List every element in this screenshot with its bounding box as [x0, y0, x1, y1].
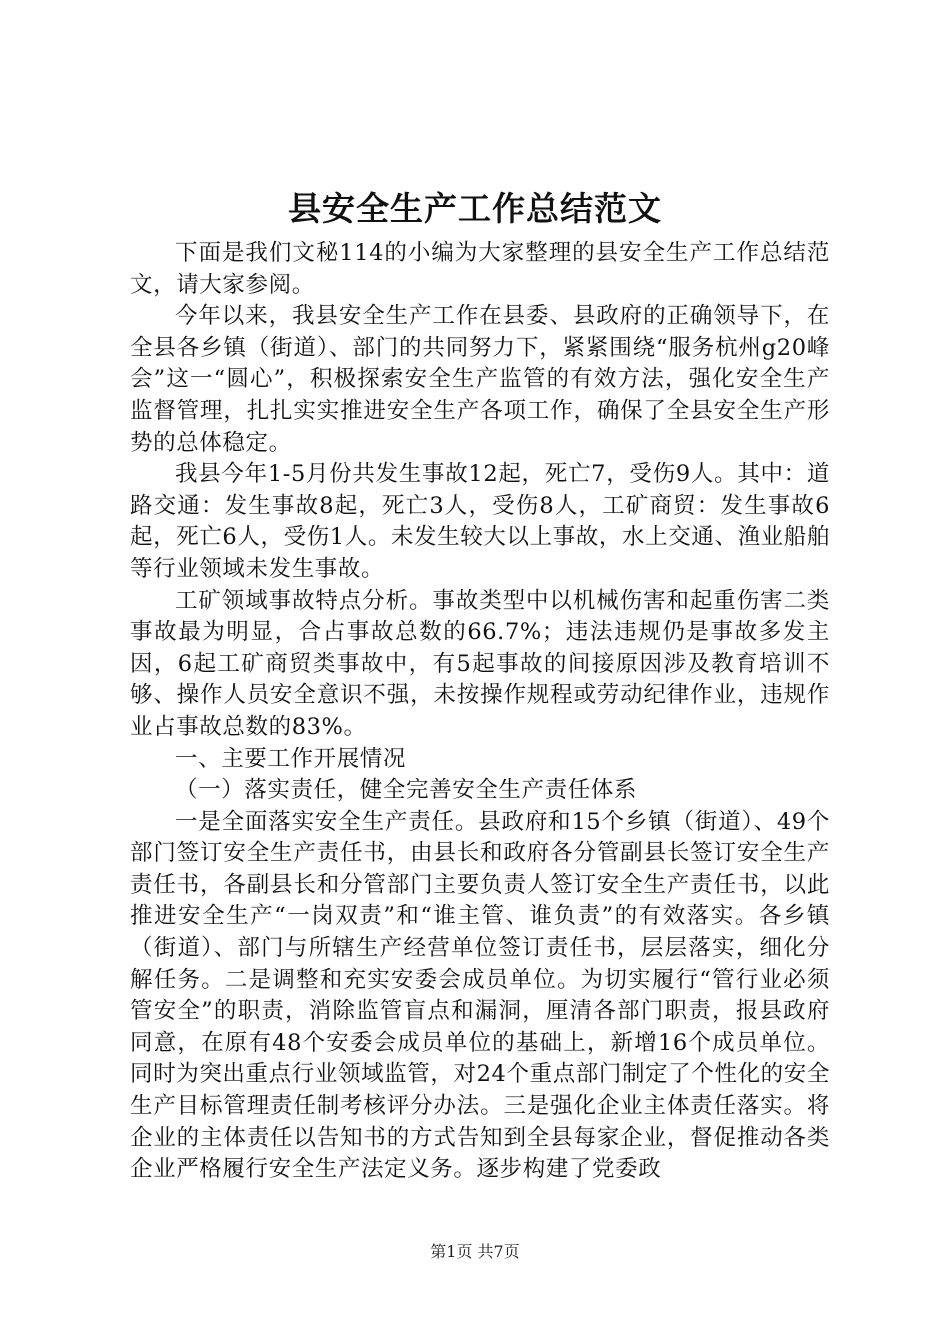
document-body	[130, 238, 830, 1186]
subsection-heading: （一）落实责任，健全完善安全生产责任体系	[175, 777, 638, 804]
accident-analysis-paragraph: 工矿领域事故特点分析。事故类型中以机械伤害和起重伤害二类事故最为明显，合占事故总数的66.7%；违法违规仍是事故多发主因，6起工矿商贸类事故中，有5起事故的间接原因涉及教育培训不够、操作人员安全意识不强，未按操作规程或劳动纪律作业，违规作业占事故总数的83%。	[130, 587, 830, 740]
section-heading: 一、主要工作开展情况	[175, 745, 407, 772]
document-title: 县安全生产工作总结范文	[288, 189, 662, 228]
responsibility-paragraph: 一是全面落实安全生产责任。县政府和15个乡镇（街道）、49个部门签订安全生产责任书，由县长和政府各分管副县长签订安全生产责任书，各副县长和分管部门主要负责人签订安全生产责任书，以此推进安全生产“一岗双责”和“谁主管、谁负责”的有效落实。各乡镇（街道）、部门与所辖生产经营单位签订责任书，层层落实，细化分解任务。二是调整和充实安委会成员单位。为切实履行“管行业必须管安全”的职责，消除监管盲点和漏洞，厘清各部门职责，报县政府同意，在原有48个安委会成员单位的基础上，新增16个成员单位。同时为突出重点行业领域监管，对24个重点部门制定了个性化的安全生产目标管理责任制考核评分办法。三是强化企业主体责任落实。将企业的主体责任以告知书的方式告知到全县每家企业，督促推动各类企业严格履行安全生产法定义务。逐步构建了党委政	[130, 808, 830, 1183]
intro-paragraph: 下面是我们文秘114的小编为大家整理的县安全生产工作总结范文，请大家参阅。	[130, 240, 830, 298]
accident-statistics-paragraph: 我县今年1-5月份共发生事故12起，死亡7，受伤9人。其中：道路交通：发生事故8起，死亡3人，受伤8人，工矿商贸：发生事故6起，死亡6人，受伤1人。未发生较大以上事故，水上交通、渔业船舶等行业领域未发生事故。	[130, 461, 830, 582]
page-number: 第1页 共7页	[430, 1242, 520, 1261]
overview-paragraph: 今年以来，我县安全生产工作在县委、县政府的正确领导下，在全县各乡镇（街道）、部门的共同努力下，紧紧围绕“服务杭州g20峰会”这一“圆心”，积极探索安全生产监管的有效方法，强化安全生产监督管理，扎扎实实推进安全生产各项工作，确保了全县安全生产形势的总体稳定。	[130, 303, 830, 456]
